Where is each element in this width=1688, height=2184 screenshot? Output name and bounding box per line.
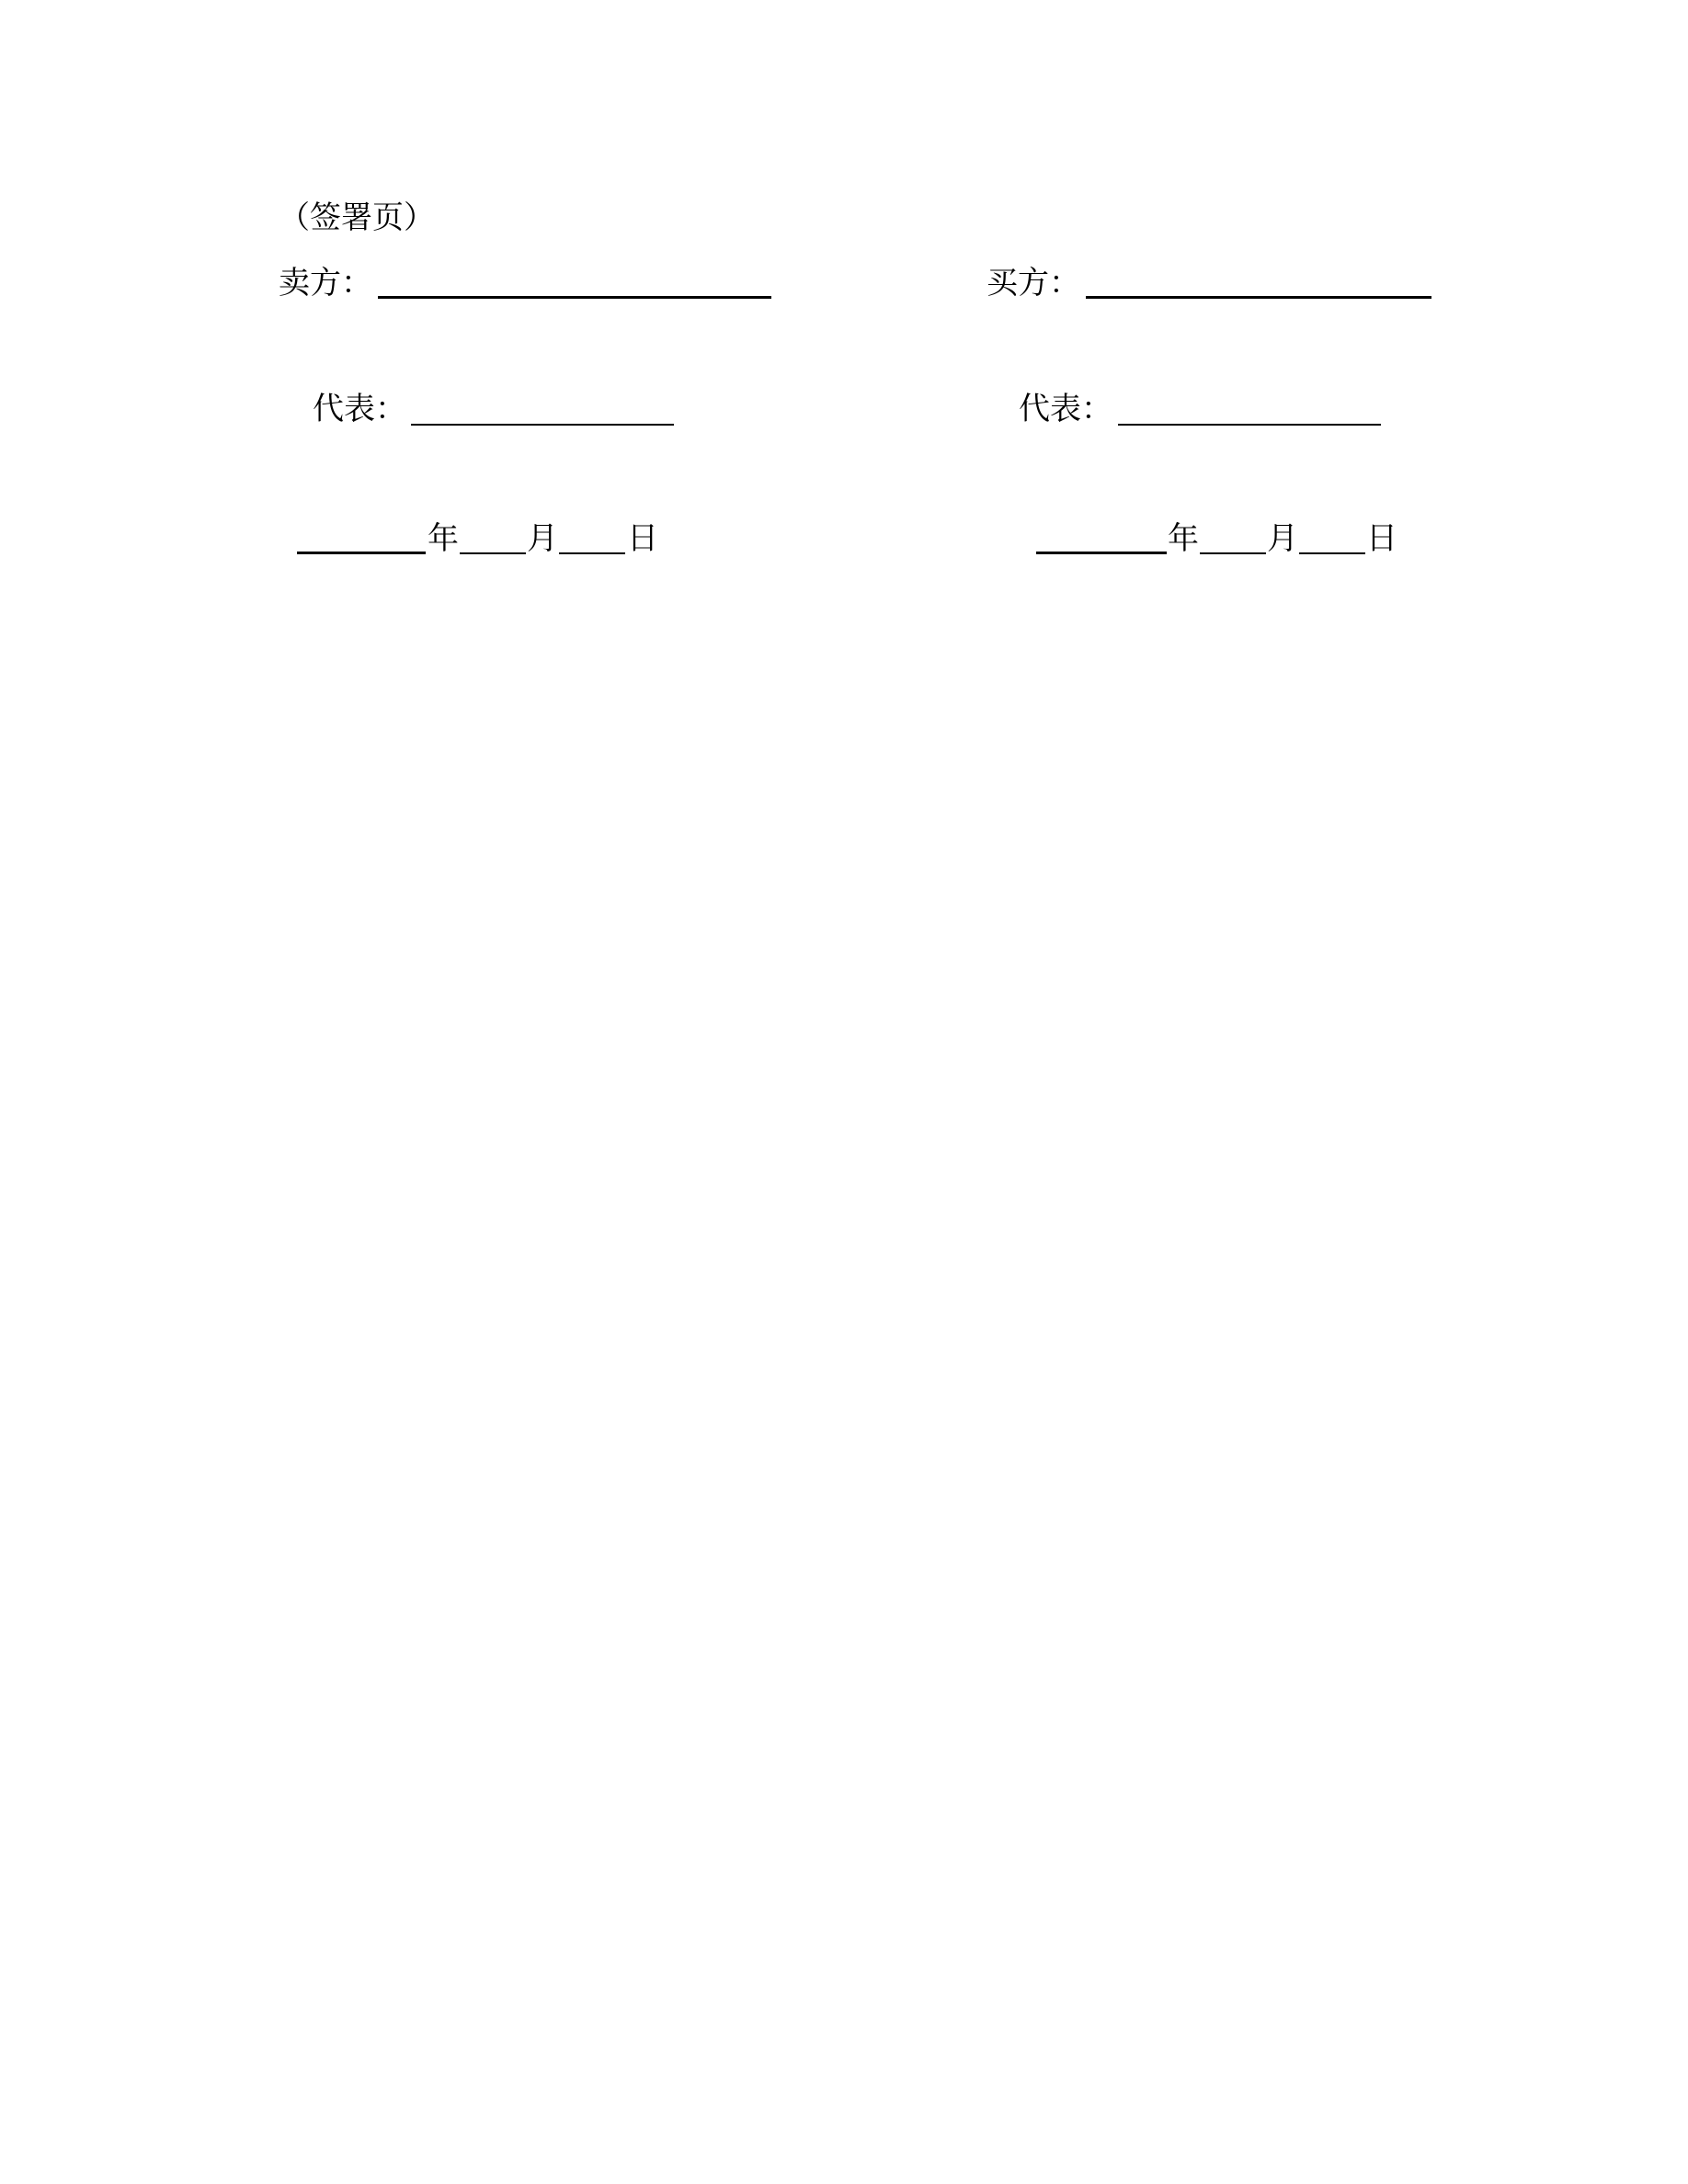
buyer-month-label: 月 [1267,520,1298,557]
seller-day-line [559,552,625,554]
seller-month-label: 月 [527,520,558,557]
buyer-day-label: 日 [1366,520,1397,557]
buyer-day-line [1299,552,1365,554]
seller-year-line [297,552,426,554]
seller-label: 卖方： [279,265,372,301]
buyer-rep-label: 代表： [1019,391,1112,427]
buyer-name-line [1086,296,1431,299]
buyer-rep-line [1118,424,1381,426]
seller-month-line [460,552,526,554]
buyer-label: 买方： [987,265,1080,301]
seller-year-label: 年 [428,520,459,557]
seller-rep-line [411,424,674,426]
seller-rep-label: 代表： [313,391,406,427]
buyer-year-line [1036,552,1167,554]
seller-day-label: 日 [627,520,658,557]
page-heading: （签署页） [279,199,435,236]
buyer-month-line [1200,552,1266,554]
seller-name-line [378,296,771,299]
buyer-year-label: 年 [1168,520,1199,557]
